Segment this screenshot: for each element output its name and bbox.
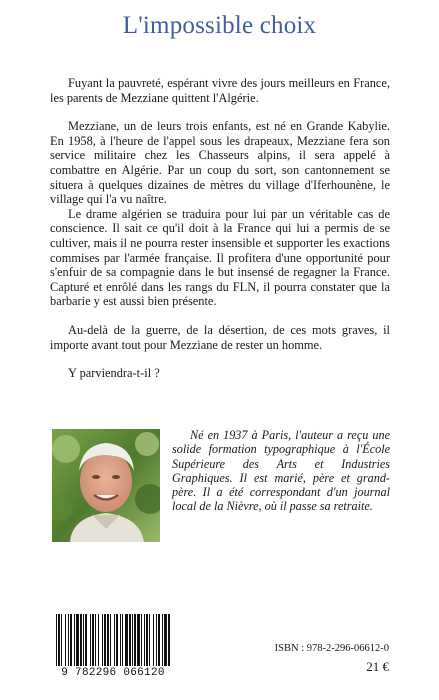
barcode bbox=[52, 614, 174, 682]
book-title: L'impossible choix bbox=[122, 12, 317, 39]
back-cover-blurb bbox=[50, 76, 390, 381]
author-photo bbox=[52, 429, 160, 542]
barcode-digits: 9 782296 066120 bbox=[61, 667, 165, 679]
blurb-paragraph: Le drame algérien se traduira pour lui par un véritable cas de conscience. Il sait ce qu'il doit à la France qui lui a permis de se cultiver, mais il ne pourra rester insensible et supporter les exactions commises par l'armée française. Il profitera d'une opportunité pour s'enfuir de sa compagnie dans le but insensé de regagner la France. Capturé et enrôlé dans les rangs du FLN, il pourra constater que la barbarie y est aussi bien présente. bbox=[50, 206, 390, 309]
blurb-paragraph: Fuyant la pauvreté, espérant vivre des jours meilleurs en France, les parents de Mezziane quittent l'Algérie. bbox=[50, 76, 390, 105]
isbn: ISBN : 978-2-296-06612-0 bbox=[274, 643, 389, 654]
author-bio bbox=[172, 428, 390, 514]
blurb-paragraph: Au-delà de la guerre, de la désertion, de ces mots graves, il importe avant tout pour Mezziane de rester un homme. bbox=[50, 322, 390, 352]
blurb-paragraph: Y parviendra-t-il ? bbox=[68, 366, 160, 381]
barcode-bars bbox=[52, 614, 174, 668]
price: 21 € bbox=[366, 659, 389, 674]
blurb-paragraph: Mezziane, un de leurs trois enfants, est né en Grande Kabylie. En 1958, à l'heure de l'appel sous les drapeaux, Mezziane fera son service militaire chez les Chasseurs alpins, il sera appelé à combattre en Algérie. Par un coup du sort, son cantonnement se situera à quelques dizaines de mètres du village d'Iferhounène, le village qui l'a vu naître. bbox=[50, 119, 390, 207]
author-bio-text: Né en 1937 à Paris, l'auteur a reçu une solide formation typographique à l'École Supérieure des Arts et Industries Graphiques. Il est marié, père et grand-père. Il a été correspondant d'un journal local de la Nièvre, où il passe sa retraite. bbox=[172, 428, 390, 514]
